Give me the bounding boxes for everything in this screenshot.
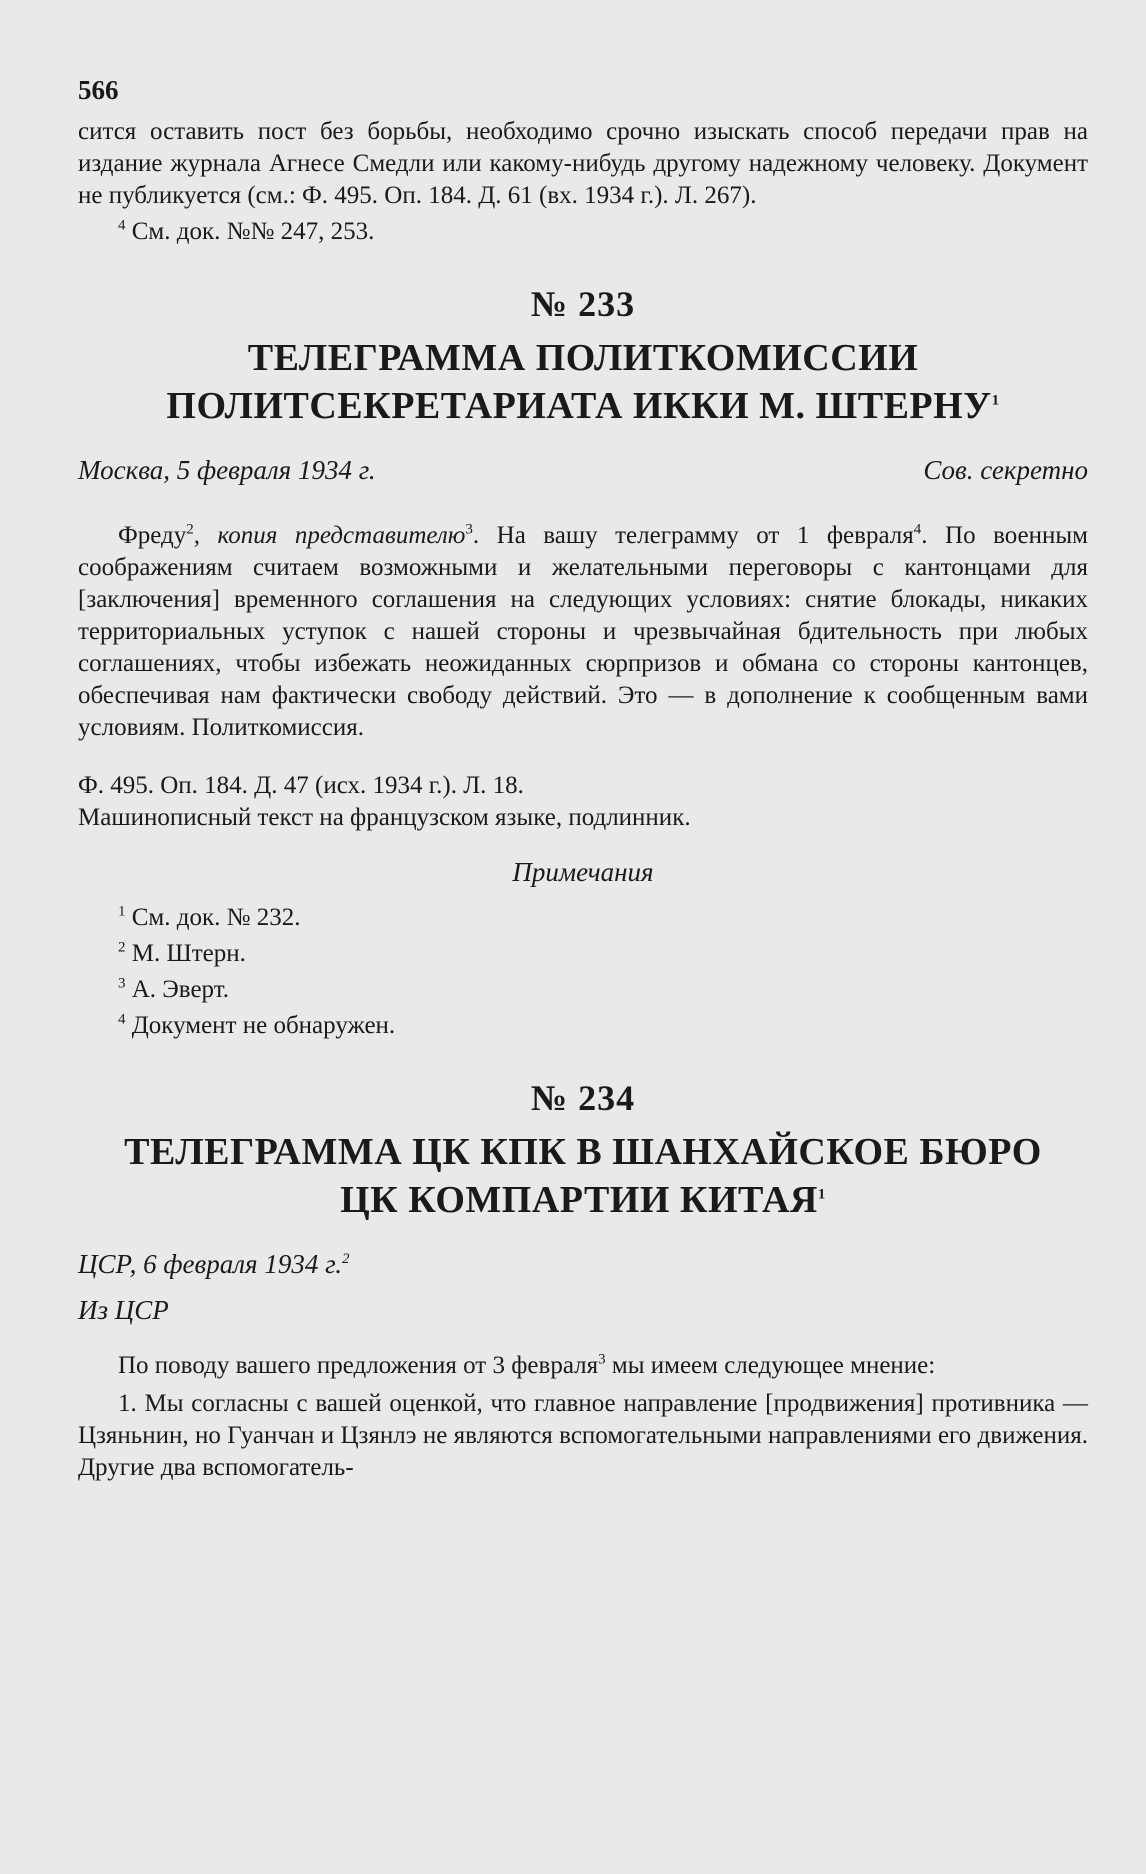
note-item: [78, 1010, 1088, 1042]
doc-234-number: № 234: [530, 1078, 636, 1118]
doc-234-para2: 1. Мы согласны с вашей оценкой, что главное направление [продвижения] противника — Цзяньнин, но Гуанчан и Цзянлэ не являются вспомогательными направлениями его движения. Другие два вспомогатель-: [78, 1390, 1088, 1481]
note-text: М. Штерн.: [131, 940, 246, 967]
note-marker: 1: [118, 903, 126, 920]
body-text: мы имеем следующее мнение:: [605, 1352, 936, 1379]
note-item: [78, 974, 1088, 1006]
body-text: . На вашу телеграмму от 1 февраля: [472, 522, 914, 549]
footnote-marker: 2: [342, 1251, 350, 1267]
doc-234-title-line2: ЦК КОМПАРТИИ КИТАЯ: [340, 1179, 818, 1221]
doc-234-para1: [78, 1350, 1088, 1382]
doc-233-classification: Сов. секретно: [923, 455, 1088, 485]
prev-footnote: [78, 216, 1088, 248]
doc-234-from-line: [78, 1294, 1088, 1326]
footnote-marker: 4: [913, 521, 922, 538]
notes-list: [78, 902, 1088, 1042]
doc-233-title-line1: ТЕЛЕГРАММА ПОЛИТКОМИССИИ: [247, 337, 919, 379]
doc-233-place-date: Москва, 5 февраля 1934 г.: [78, 455, 376, 485]
doc-234-place-date: ЦСР, 6 февраля 1934 г.: [78, 1249, 343, 1279]
note-text: Документ не обнаружен.: [131, 1012, 396, 1039]
doc-233-dateline: [78, 454, 1088, 486]
footnote-marker: 2: [186, 521, 194, 538]
doc-234-title-line1: ТЕЛЕГРАММА ЦК КПК В ШАНХАЙСКОЕ БЮРО: [124, 1131, 1042, 1173]
notes-heading: Примечания: [512, 857, 654, 887]
doc-234-title: [78, 1128, 1088, 1224]
note-marker: 4: [118, 1011, 126, 1028]
note-text: А. Эверт.: [131, 976, 230, 1003]
title-footnote-marker: 1: [817, 1186, 826, 1203]
footnote-text: См. док. №№ 247, 253.: [131, 218, 375, 245]
body-text: . По военным соображениям считаем возможными и желательными переговоры с кантонцами для [заключения] временного соглашения на следующих условиях: снятие блокады, никаких территориальных уступок с нашей стороны и чрезвычайная бдительность при любых соглашениях, чтобы избежать неожиданных сюрпризов и обмана со стороны кантонцев, обеспечивая нам фактически свободу действий. Это — в дополнение к сообщенным вами условиям. Политкомиссия.: [78, 522, 1088, 741]
doc-233-title-line2-wrap: [78, 382, 1088, 430]
title-footnote-marker: 1: [991, 392, 1000, 409]
doc-233-archive-note: Машинописный текст на французском языке, подлинник.: [78, 804, 691, 831]
addressee: Фреду: [118, 522, 187, 549]
doc-234-from: Из ЦСР: [78, 1295, 169, 1325]
doc-233-archive: Ф. 495. Оп. 184. Д. 47 (исх. 1934 г.). Л. 18.: [78, 772, 524, 799]
doc-234-title-line2-wrap: [78, 1176, 1088, 1224]
doc-233-body: [78, 520, 1088, 744]
footnote-marker: 3: [598, 1351, 606, 1368]
footnote-marker: 3: [465, 521, 473, 538]
page-content: [78, 74, 1088, 1484]
doc-234-dateline: [78, 1248, 1088, 1280]
doc-233-title: [78, 334, 1088, 430]
note-text: См. док. № 232.: [131, 904, 301, 931]
doc-233-number: № 233: [530, 284, 636, 324]
page-number: 566: [78, 75, 119, 105]
note-item: [78, 938, 1088, 970]
note-item: [78, 902, 1088, 934]
note-marker: 2: [118, 939, 126, 956]
continuation-text: сится оставить пост без борьбы, необходимо срочно изыскать способ передачи прав на издание журнала Агнесе Смедли или какому-нибудь другому надежному человеку. Документ не публикуется (см.: Ф. 495. Оп. 184. Д. 61 (вх. 1934 г.). Л. 267).: [78, 118, 1088, 209]
copy-note: , копия представителю: [193, 522, 466, 549]
body-text: По поводу вашего предложения от 3 февраля: [118, 1352, 599, 1379]
doc-234-place-date-wrap: [78, 1248, 350, 1280]
footnote-marker: 4: [118, 217, 126, 234]
note-marker: 3: [118, 975, 126, 992]
doc-233-title-line2: ПОЛИТСЕКРЕТАРИАТА ИККИ М. ШТЕРНУ: [166, 385, 992, 427]
